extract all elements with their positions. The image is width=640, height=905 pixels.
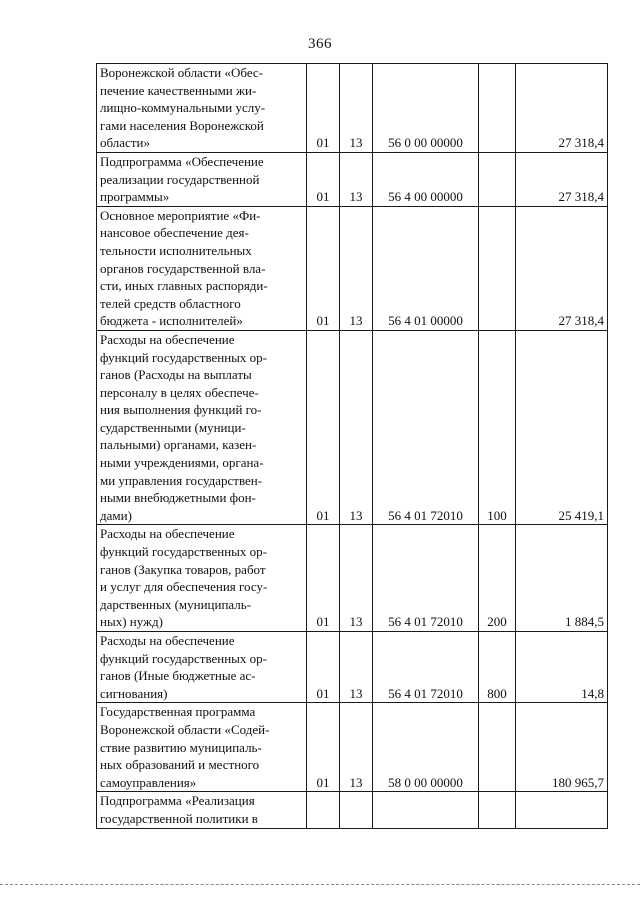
- row-section-cell: [307, 64, 340, 153]
- row-name: Подпрограмма «Реализация государственной политики в: [100, 793, 258, 826]
- row-section: 01: [316, 614, 330, 630]
- row-target-article-cell: [373, 525, 479, 632]
- row-expense-type-cell: [479, 632, 516, 703]
- row-section-cell: [307, 632, 340, 703]
- row-target-article-cell: [373, 206, 479, 330]
- row-subsection: 13: [349, 313, 363, 329]
- row-subsection-cell: [340, 525, 373, 632]
- row-amount: 1 884,5: [565, 614, 604, 630]
- row-subsection-cell: [340, 64, 373, 153]
- row-subsection-cell: [340, 206, 373, 330]
- row-amount: 14,8: [581, 685, 604, 701]
- row-name: Подпрограмма «Обеспечение реализации государственной программы»: [100, 153, 264, 205]
- row-target-article: 56 4 01 72010: [388, 614, 463, 630]
- row-section: 01: [316, 507, 330, 523]
- row-target-article-cell: [373, 792, 479, 828]
- table-row: [97, 632, 608, 703]
- table-row: [97, 792, 608, 828]
- row-subsection: 13: [349, 507, 363, 523]
- row-target-article-cell: [373, 632, 479, 703]
- row-section: 01: [316, 313, 330, 329]
- row-subsection: 13: [349, 189, 363, 205]
- row-section-cell: [307, 525, 340, 632]
- budget-table: [96, 63, 608, 829]
- row-section: 01: [316, 135, 330, 151]
- row-expense-type: 800: [487, 685, 507, 701]
- row-amount-cell: [516, 64, 608, 153]
- row-name-cell: [97, 64, 307, 153]
- row-amount-cell: [516, 330, 608, 525]
- row-name: Воронежской области «Обес- печение качественными жи- лищно-коммунальными услу- гами населения Воронежской области»: [100, 65, 266, 151]
- row-subsection-cell: [340, 703, 373, 792]
- row-target-article: 56 4 01 00000: [388, 313, 463, 329]
- row-subsection-cell: [340, 632, 373, 703]
- row-target-article-cell: [373, 152, 479, 206]
- row-amount-cell: [516, 152, 608, 206]
- row-name: Расходы на обеспечение функций государственных ор- ганов (Закупка товаров, работ и услуг для обеспечения госу- дарственных (муниципаль- ных) нужд): [100, 526, 268, 630]
- row-amount: 27 318,4: [558, 135, 604, 151]
- row-subsection-cell: [340, 330, 373, 525]
- row-target-article: 56 4 01 72010: [388, 507, 463, 523]
- row-target-article: 56 4 01 72010: [388, 685, 463, 701]
- row-name-cell: [97, 330, 307, 525]
- row-section-cell: [307, 792, 340, 828]
- table-row: [97, 206, 608, 330]
- row-target-article: 56 4 00 00000: [388, 189, 463, 205]
- row-amount: 27 318,4: [558, 313, 604, 329]
- row-amount: 27 318,4: [558, 189, 604, 205]
- row-target-article: 58 0 00 00000: [388, 774, 463, 790]
- table-row: [97, 152, 608, 206]
- row-name-cell: [97, 792, 307, 828]
- row-amount-cell: [516, 206, 608, 330]
- row-amount-cell: [516, 792, 608, 828]
- row-subsection-cell: [340, 792, 373, 828]
- row-expense-type-cell: [479, 792, 516, 828]
- row-expense-type: 200: [487, 614, 507, 630]
- table-row: [97, 64, 608, 153]
- row-name-cell: [97, 703, 307, 792]
- row-subsection: 13: [349, 774, 363, 790]
- row-target-article-cell: [373, 703, 479, 792]
- row-expense-type: 100: [487, 507, 507, 523]
- row-name-cell: [97, 525, 307, 632]
- row-name-cell: [97, 206, 307, 330]
- row-section: 01: [316, 774, 330, 790]
- table-row: [97, 330, 608, 525]
- row-expense-type-cell: [479, 525, 516, 632]
- row-name: Расходы на обеспечение функций государственных ор- ганов (Иные бюджетные ас- сигнования): [100, 633, 268, 701]
- row-name: Основное мероприятие «Фи- нансовое обеспечение дея- тельности исполнительных органов государственной вла- сти, иных главных распоряди- телей средств областного бюджета - исполнителей»: [100, 207, 268, 329]
- row-subsection-cell: [340, 152, 373, 206]
- row-name: Расходы на обеспечение функций государственных ор- ганов (Расходы на выплаты персоналу в целях обеспече- ния выполнения функций го- сударственными (муници- пальными) органами, казен- ными учреждениями, органа- ми управления государствен- ными внебюджетными фон- дами): [100, 331, 268, 523]
- row-name-cell: [97, 632, 307, 703]
- row-name-cell: [97, 152, 307, 206]
- row-target-article-cell: [373, 64, 479, 153]
- row-expense-type-cell: [479, 703, 516, 792]
- row-section-cell: [307, 703, 340, 792]
- row-amount-cell: [516, 632, 608, 703]
- row-section-cell: [307, 152, 340, 206]
- row-target-article: 56 0 00 00000: [388, 135, 463, 151]
- row-amount: 180 965,7: [552, 774, 604, 790]
- table-row: [97, 703, 608, 792]
- row-expense-type-cell: [479, 152, 516, 206]
- table-row: [97, 525, 608, 632]
- row-section-cell: [307, 206, 340, 330]
- row-subsection: 13: [349, 135, 363, 151]
- row-expense-type-cell: [479, 206, 516, 330]
- row-amount-cell: [516, 703, 608, 792]
- row-expense-type-cell: [479, 64, 516, 153]
- row-section: 01: [316, 189, 330, 205]
- row-expense-type-cell: [479, 330, 516, 525]
- page-number: 366: [308, 36, 332, 52]
- row-section: 01: [316, 685, 330, 701]
- scan-edge-line: [0, 884, 640, 885]
- row-amount-cell: [516, 525, 608, 632]
- row-section-cell: [307, 330, 340, 525]
- row-subsection: 13: [349, 685, 363, 701]
- row-subsection: 13: [349, 614, 363, 630]
- row-amount: 25 419,1: [558, 507, 604, 523]
- row-target-article-cell: [373, 330, 479, 525]
- row-name: Государственная программа Воронежской области «Содей- ствие развитию муниципаль- ных образований и местного самоуправления»: [100, 704, 270, 790]
